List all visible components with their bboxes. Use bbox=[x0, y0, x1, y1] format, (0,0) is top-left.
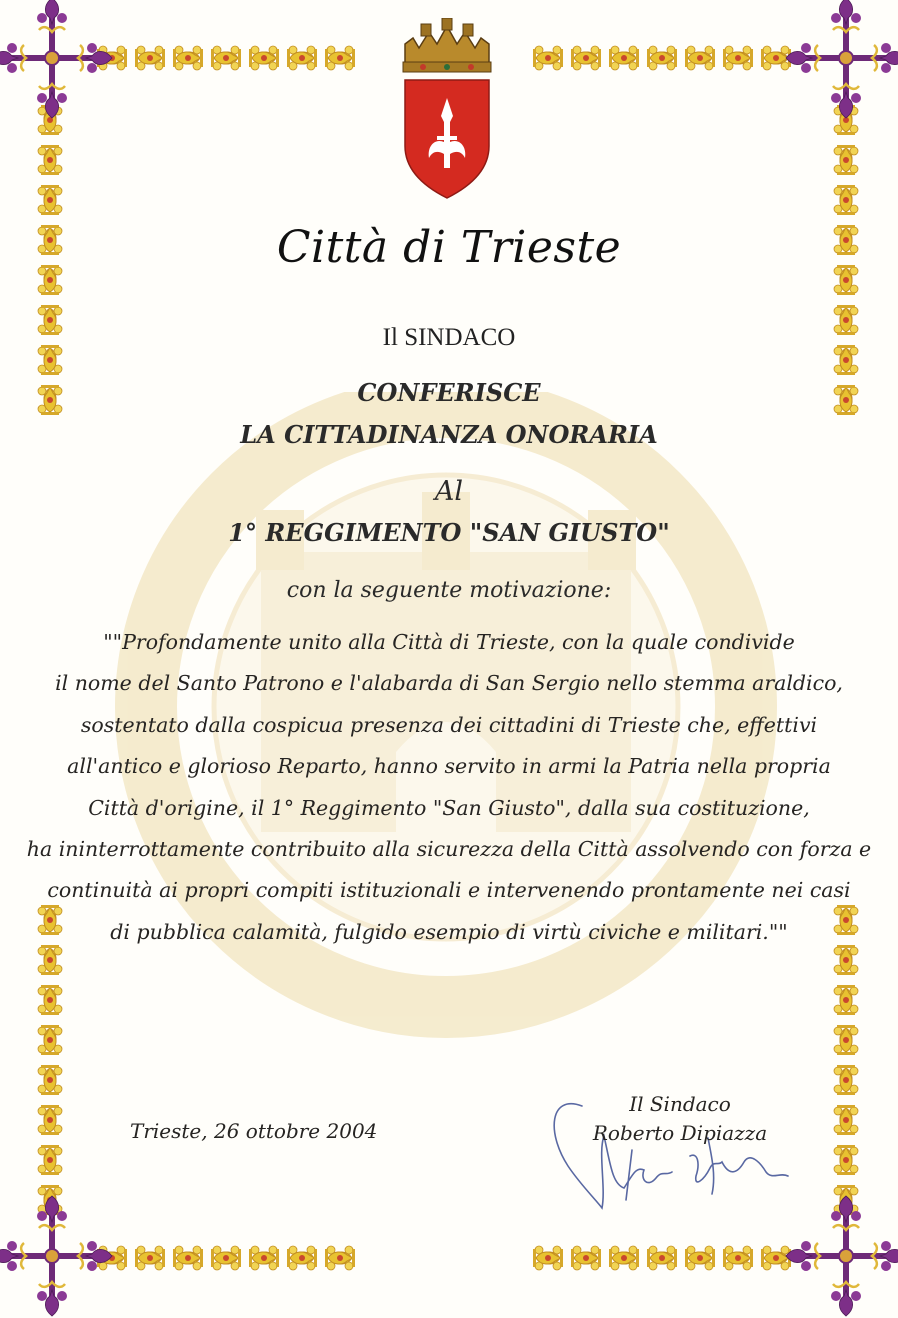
bottom-border-right bbox=[533, 1246, 791, 1270]
city-title: Città di Trieste bbox=[276, 222, 622, 273]
signer-title: Il Sindaco bbox=[629, 1092, 731, 1116]
motivation-line: sostentato dalla cospicua presenza dei cittadini di Trieste che, effettivi bbox=[80, 712, 818, 737]
motivation-line: all'antico e glorioso Reparto, hanno servito in armi la Patria nella propria bbox=[67, 754, 831, 779]
corner-cross-top-right bbox=[786, 0, 898, 118]
motivation-line: Città d'origine, il 1° Reggimento "San Giusto", dalla sua costituzione, bbox=[88, 795, 810, 820]
conferral-heading: CONFERISCE bbox=[357, 378, 541, 407]
motivation-text bbox=[0, 622, 898, 953]
corner-cross-bottom-right bbox=[786, 1196, 898, 1316]
motivation-line: ha ininterrottamente contribuito alla sicurezza della Città assolvendo con forza e bbox=[26, 837, 872, 862]
place-and-date: Trieste, 26 ottobre 2004 bbox=[130, 1119, 378, 1143]
bottom-border-left bbox=[97, 1246, 355, 1270]
mayor-label: Il SINDACO bbox=[382, 324, 516, 351]
top-border-left bbox=[97, 46, 355, 70]
trieste-coat-of-arms-icon bbox=[399, 18, 495, 202]
corner-cross-top-left bbox=[0, 0, 112, 118]
recipient-name: 1° REGGIMENTO "SAN GIUSTO" bbox=[228, 518, 670, 547]
top-border-right bbox=[533, 46, 791, 70]
motivation-line: continuità ai propri compiti istituzionali e intervenendo prontamente nei casi bbox=[47, 878, 851, 903]
motivation-intro: con la seguente motivazione: bbox=[286, 578, 612, 603]
motivation-line: di pubblica calamità, fulgido esempio di virtù civiche e militari."" bbox=[110, 919, 788, 944]
signer-name: Roberto Dipiazza bbox=[592, 1121, 768, 1145]
honorary-citizenship-heading: LA CITTADINANZA ONORARIA bbox=[240, 420, 658, 449]
recipient-preposition: Al bbox=[434, 476, 464, 507]
crown-icon bbox=[403, 18, 491, 72]
motivation-line: il nome del Santo Patrono e l'alabarda di San Sergio nello stemma araldico, bbox=[55, 671, 843, 696]
corner-cross-bottom-left bbox=[0, 1196, 112, 1316]
motivation-line: ""Profondamente unito alla Città di Trieste, con la quale condivide bbox=[103, 630, 795, 654]
